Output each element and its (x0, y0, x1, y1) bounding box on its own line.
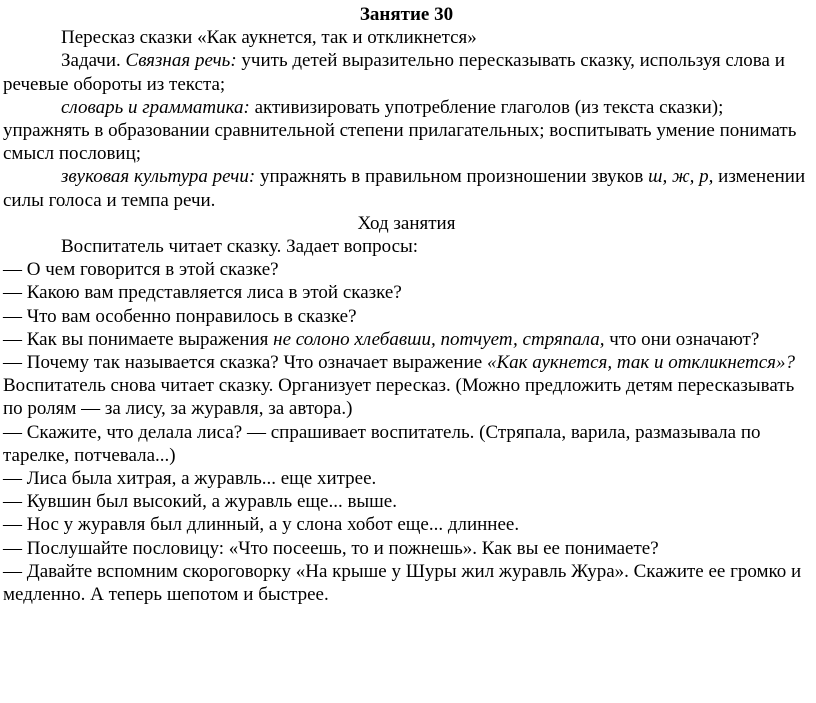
question-3: — Что вам особенно понравилось в сказке? (3, 305, 357, 327)
speech-label: Связная речь: (125, 50, 237, 72)
question-2: — Какою вам представляется лиса в этой сказке? (3, 282, 402, 304)
lesson-title: Занятие 30 (359, 4, 454, 25)
task-speech (3, 49, 810, 95)
line-3: — Кувшин был высокий, а журавль еще... выше. (3, 491, 397, 513)
tasks-label: Задачи. (61, 50, 121, 72)
grammar-text: активизировать употребление глаголов (из текста сказки); упражнять в образовании сравнительной степени прилагательных; воспитывать умение понимать смысл пословиц; (3, 96, 797, 165)
task-grammar (3, 96, 810, 166)
line-1: — Скажите, что делала лиса? — спрашивает воспитатель. (Стряпала, варила, размазывала по тарелке, потчевала...) (3, 421, 761, 466)
q5-italic: «Как аукнется, так и откликнется»? (486, 352, 795, 374)
sound-letters: ш, ж, р, (648, 166, 714, 188)
question-5 (3, 351, 810, 374)
sound-label: звуковая культура речи: (61, 166, 256, 188)
course-heading: Ход занятия (357, 212, 456, 234)
task-sound (3, 165, 810, 211)
q5-before: — Почему так называется сказка? Что означает выражение (3, 352, 483, 374)
q4-before: — Как вы понимаете выражения (3, 328, 269, 350)
question-4 (3, 328, 810, 351)
grammar-label: словарь и грамматика: (61, 96, 250, 118)
q4-after: что они означают? (609, 328, 760, 350)
line-4: — Нос у журавля был длинный, а у слона хобот еще... длиннее. (3, 514, 520, 536)
line-5: — Послушайте пословицу: «Что посеешь, то и пожнешь». Как вы ее понимаете? (3, 537, 659, 559)
sound-text-1: упражнять в правильном произношении звуков (259, 166, 644, 188)
speech-text: учить детей выразительно пересказывать сказку, используя слова и речевые обороты из текста; (3, 50, 785, 95)
q4-italic: не солоно хлебавши, потчует, стряпала, (273, 328, 605, 350)
line-6: — Давайте вспомним скороговорку «На крыше у Шуры жил журавль Жура». Скажите ее громко и медленно. А теперь шепотом и быстрее. (3, 560, 802, 606)
lesson-subtitle: Пересказ сказки «Как аукнется, так и откликнется» (61, 27, 477, 49)
line-2: — Лиса была хитрая, а журавль... еще хитрее. (3, 468, 377, 490)
teacher-reads: Воспитатель читает сказку. Задает вопросы: (61, 236, 419, 258)
retell-paragraph: Воспитатель снова читает сказку. Организует пересказ. (Можно предложить детям пересказывать по ролям — за лису, за журавля, за автора.) (3, 375, 795, 420)
question-1: — О чем говорится в этой сказке? (3, 259, 279, 281)
sound-text-2: изменении силы голоса и темпа речи. (3, 166, 806, 211)
